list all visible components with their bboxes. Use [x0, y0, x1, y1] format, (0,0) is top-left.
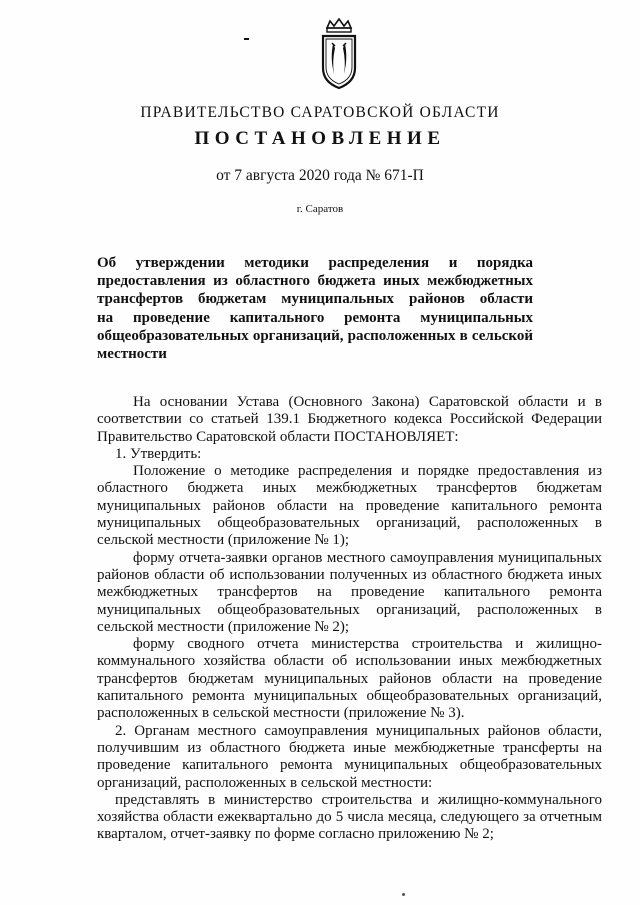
subject-line: Об утверждении методики распределения и порядка — [97, 255, 533, 271]
document-subject — [97, 254, 533, 363]
body-paragraph: представлять в министерство строительства и жилищно-коммунального хозяйства области ежеквартально до 5 числа месяца, следующего за отчетным кварталом, отчет-заявку по форме согласно приложению № 2; — [97, 791, 602, 843]
document-type: ПОСТАНОВЛЕНИЕ — [194, 128, 446, 149]
body-paragraph: форму сводного отчета министерства строительства и жилищно-коммунального хозяйства области об использовании иных межбюджетных трансфертов бюджетам муниципальных районов области на проведение капитального ремонта муниципальных общеобразовательных организаций, расположенных в сельской местности (приложение № 3). — [97, 636, 602, 722]
document-body — [97, 394, 602, 844]
body-paragraph: Положение о методике распределения и порядке предоставления из областного бюджета иных межбюджетных трансфертов бюджетам муниципальных районов области на проведение капитального ремонта муниципальных общеобразовательных организаций, расположенных в сельской местности (приложение № 1); — [97, 463, 602, 549]
saratov-coat-of-arms-icon — [318, 18, 360, 90]
body-paragraph: форму отчета-заявки органов местного самоуправления муниципальных районов области об использовании полученных из областного бюджета иных межбюджетных трансфертов на проведение капитального ремонта муниципальных общеобразовательных организаций, расположенных в сельской местности (приложение № 2); — [97, 549, 602, 635]
body-paragraph: 1. Утвердить: — [115, 445, 202, 462]
scan-speck — [402, 893, 405, 896]
subject-line: предоставления из областного бюджета иных межбюджетных — [97, 273, 533, 290]
scan-mark — [244, 38, 249, 40]
body-paragraph: На основании Устава (Основного Закона) Саратовской области и в соответствии со статьей 139.1 Бюджетного кодекса Российской Федерации Правительство Саратовской области ПОСТАНОВЛЯЕТ: — [97, 394, 602, 445]
subject-line: местности — [97, 346, 167, 363]
subject-line: общеобразовательных организаций, расположенных в сельской — [97, 327, 533, 344]
body-paragraph: 2. Органам местного самоуправления муниципальных районов области, получившим из областного бюджета иные межбюджетные трансферты на проведение капитального ремонта муниципальных общеобразовательных организаций, расположенных в сельской местности: — [97, 722, 602, 791]
government-title: ПРАВИТЕЛЬСТВО САРАТОВСКОЙ ОБЛАСТИ — [140, 104, 500, 121]
subject-line: на проведение капитального ремонта муниципальных — [97, 309, 533, 326]
subject-line: трансфертов бюджетам муниципальных районов области — [97, 291, 533, 308]
document-date-number: от 7 августа 2020 года № 671-П — [216, 167, 424, 184]
document-city: г. Саратов — [296, 203, 344, 215]
